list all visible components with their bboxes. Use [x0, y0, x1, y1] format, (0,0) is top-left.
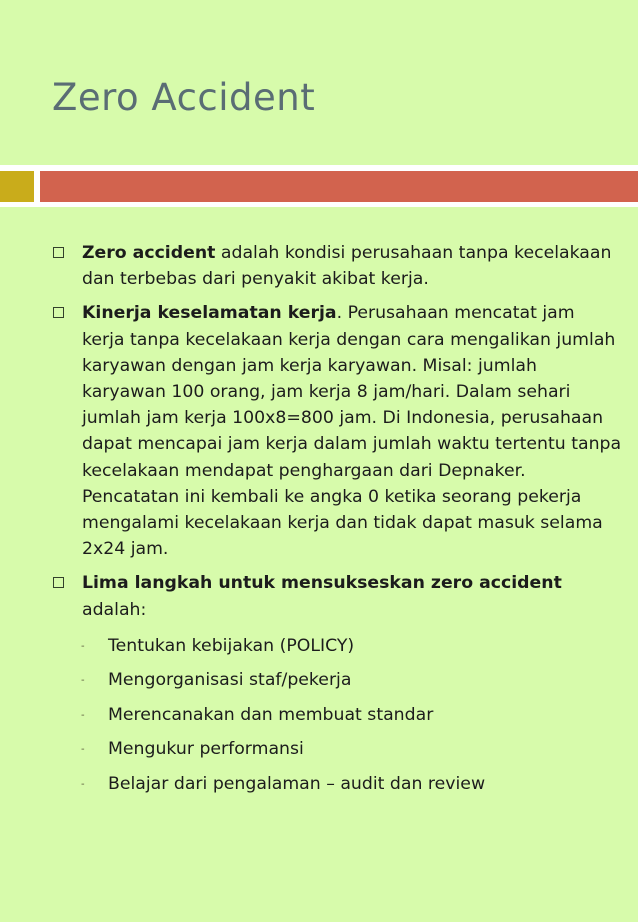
slide-body	[0, 240, 638, 797]
square-bullet-icon	[53, 247, 64, 258]
bullet-term: Kinerja keselamatan kerja	[82, 303, 337, 324]
bullet-text: . Perusahaan mencatat jam kerja tanpa kecelakaan kerja dengan cara mengalikan jumlah karyawan dengan jam kerja karyawan. Misal: jumlah karyawan 100 orang, jam kerja 8 jam/hari. Dalam sehari jumlah jam kerja 100x8=800 jam. Di Indonesia, perusahaan dapat mencapai jam kerja dalam jumlah waktu tertentu tanpa kecelakaan mendapat penghargaan dari Depnaker. Pencatatan ini kembali ke angka 0 ketika seorang pekerja mengalami kecelakaan kerja dan tidak dapat masuk selama 2x24 jam.	[82, 303, 622, 560]
bullet-text: adalah kondisi perusahaan tanpa kecelakaan dan terbebas dari penyakit akibat kerja.	[82, 243, 612, 290]
accent-block-gold	[0, 171, 34, 202]
bullet-term: Lima langkah untuk mensukseskan zero accident	[82, 573, 562, 594]
bullet-lima-langkah	[0, 570, 622, 622]
square-bullet-icon	[53, 307, 64, 318]
dash-bullet-icon: -	[81, 675, 85, 687]
list-item	[0, 633, 638, 659]
step-text: Mengukur performansi	[108, 739, 304, 760]
step-text: Tentukan kebijakan (POLICY)	[108, 635, 355, 656]
dash-bullet-icon: -	[81, 640, 85, 652]
bullet-kinerja-keselamatan	[0, 300, 622, 562]
dash-bullet-icon: -	[81, 709, 85, 721]
bullet-zero-accident	[0, 240, 622, 292]
list-item	[0, 771, 638, 797]
slide-title: Zero Accident	[52, 76, 316, 119]
step-text: Merencanakan dan membuat standar	[108, 704, 434, 725]
steps-list	[0, 633, 638, 797]
list-item	[0, 667, 638, 693]
accent-bar-red	[40, 171, 638, 202]
bullet-text: adalah:	[82, 599, 147, 620]
square-bullet-icon	[53, 577, 64, 588]
step-text: Mengorganisasi staf/pekerja	[108, 670, 352, 691]
dash-bullet-icon: -	[81, 744, 85, 756]
list-item	[0, 702, 638, 728]
list-item	[0, 736, 638, 762]
bullet-term: Zero accident	[82, 243, 216, 263]
step-text: Belajar dari pengalaman – audit dan review	[108, 773, 486, 794]
dash-bullet-icon: -	[81, 778, 85, 790]
